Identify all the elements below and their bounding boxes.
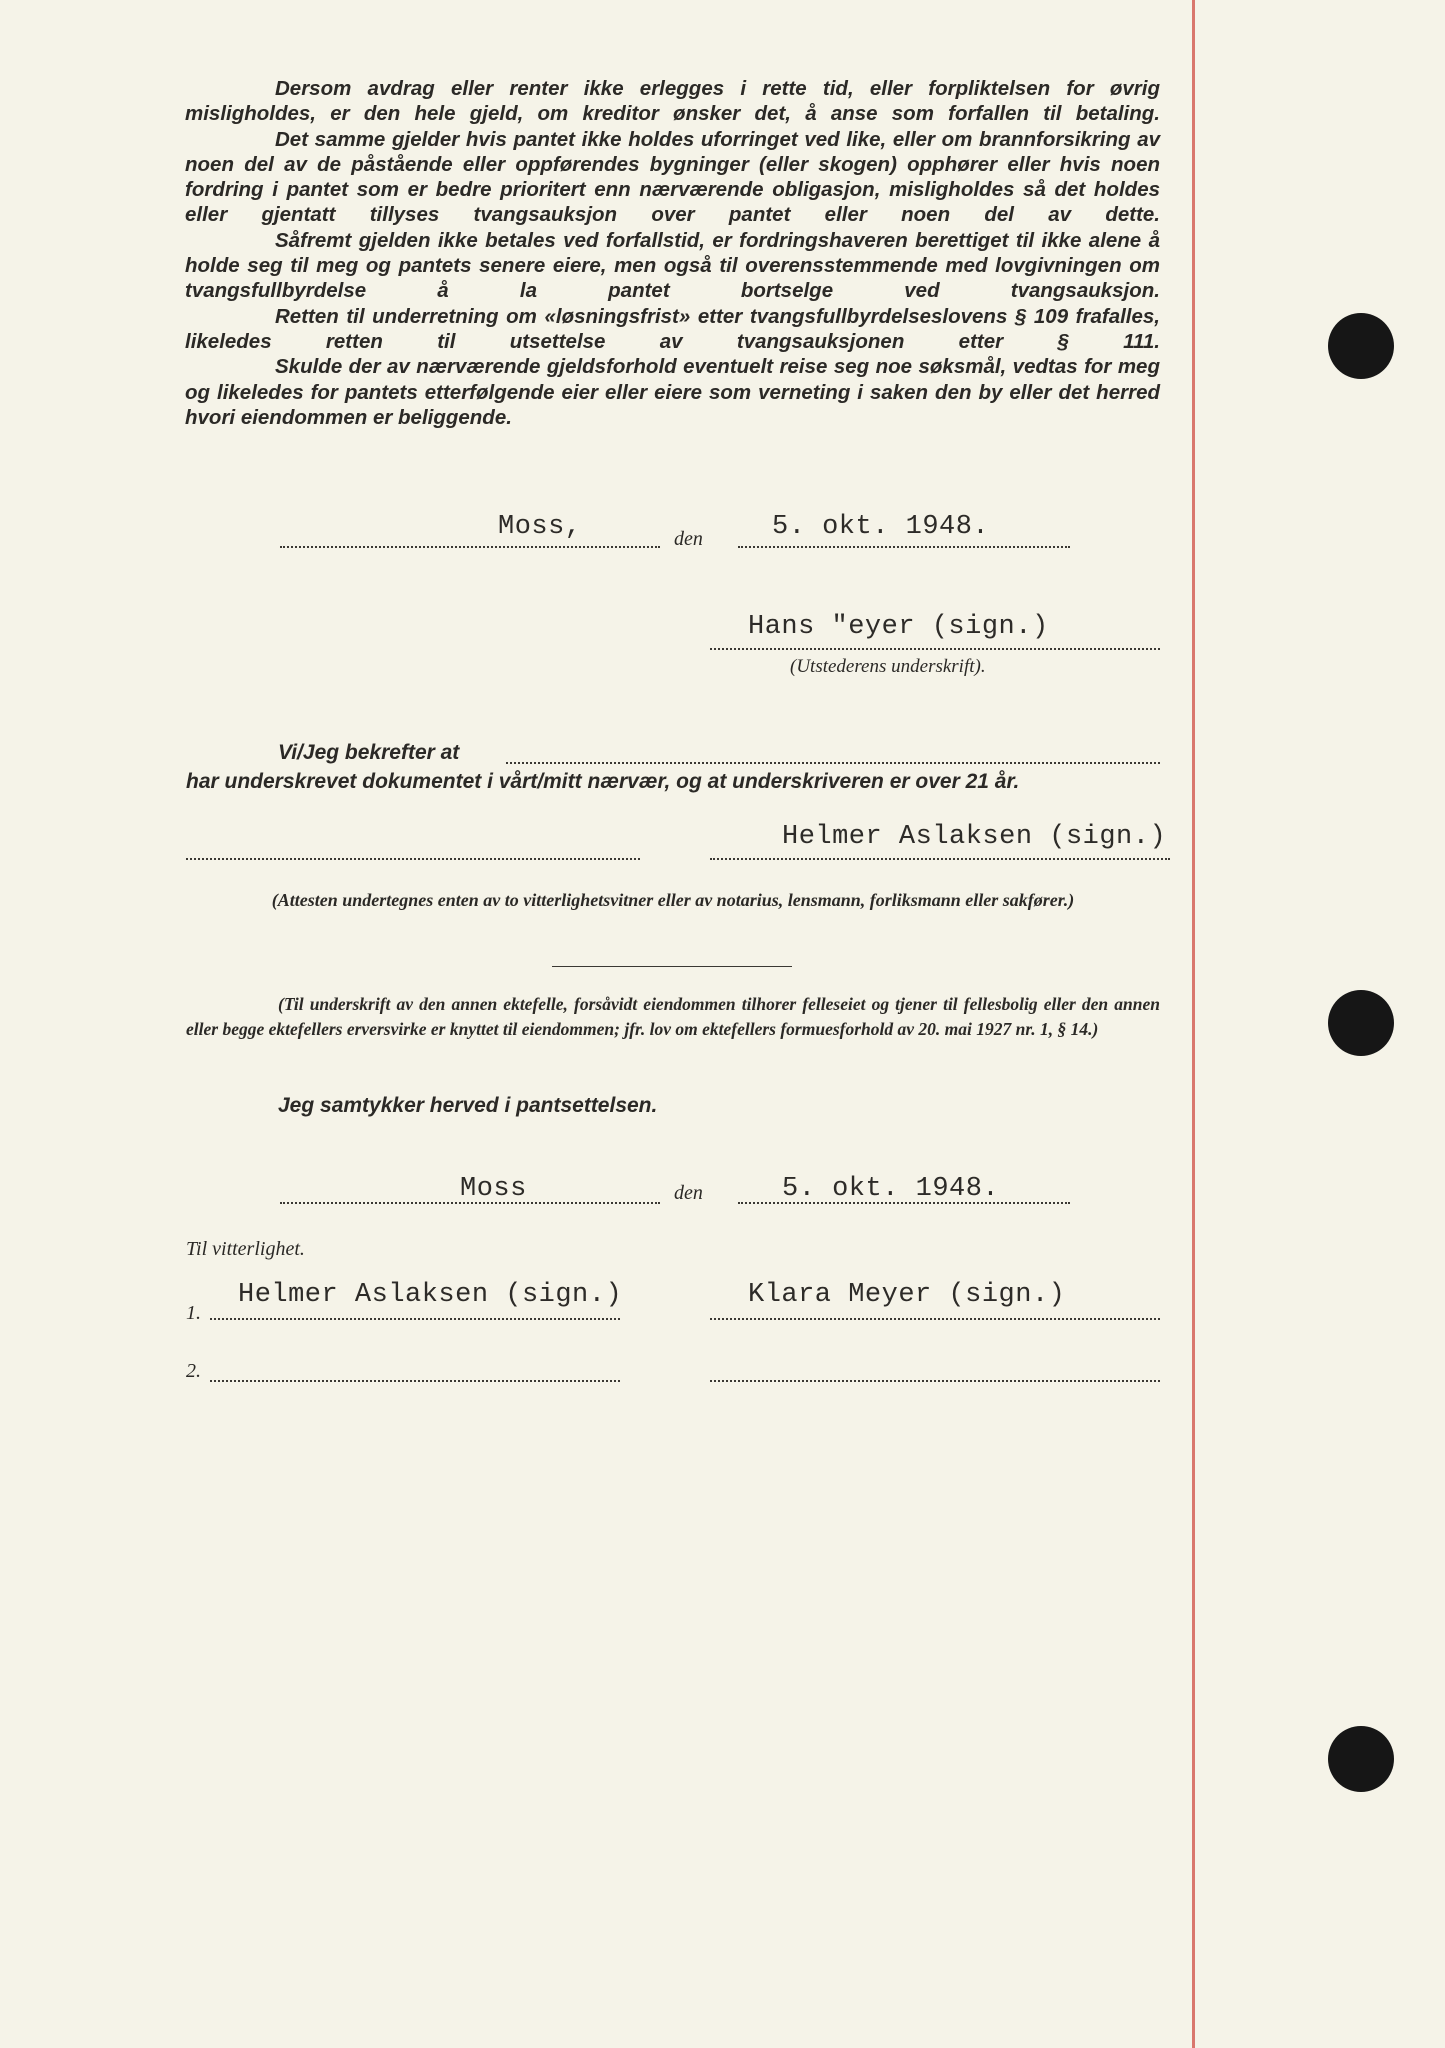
witness-1-dotted-line	[210, 1318, 620, 1320]
divider	[552, 966, 792, 967]
attestation-prefix: Vi/Jeg bekrefter at	[278, 741, 460, 764]
spouse-2-dotted-line	[710, 1380, 1160, 1382]
punch-hole	[1328, 990, 1394, 1056]
attestation-signature: Helmer Aslaksen (sign.)	[782, 822, 1167, 852]
spouse-dotted-line	[710, 1318, 1160, 1320]
terms-paragraph: Såfremt gjelden ikke betales ved forfallstid, er fordringshaveren berettiget til ikke alene å holde seg til meg og pantets senere eiere, men også til overensstemmende med lovgivningen om tvangsfullbyrdelse å la pantet bortselge ved tvangsauksjon.	[185, 228, 1160, 303]
attestation-note: (Attesten undertegnes enten av to vitterlighetsvitner eller av notarius, lensmann, forliksmann eller sakfører.)	[271, 890, 1075, 910]
terms-block	[185, 76, 1160, 430]
place-dotted-line	[280, 546, 660, 548]
witness-1-signature: Helmer Aslaksen (sign.)	[238, 1280, 623, 1310]
attestation-text: har underskrevet dokumentet i vårt/mitt nærvær, og at underskriveren er over 21 år.	[186, 770, 1020, 793]
issuer-place: Moss,	[498, 512, 582, 542]
spouse-date: 5. okt. 1948.	[782, 1174, 1000, 1204]
attestation-left-dotted-line	[186, 858, 640, 860]
punch-hole	[1328, 313, 1394, 379]
attestation-right-dotted-line	[710, 858, 1170, 860]
punch-hole	[1328, 1726, 1394, 1792]
consent-text: Jeg samtykker herved i pantsettelsen.	[278, 1094, 658, 1117]
witness-2-dotted-line	[210, 1380, 620, 1382]
issuer-date: 5. okt. 1948.	[772, 512, 990, 542]
witness-label: Til vitterlighet.	[186, 1238, 305, 1260]
spouse-place: Moss	[460, 1174, 527, 1204]
attestation-dotted-line	[506, 762, 1160, 764]
spouse-note: (Til underskrift av den annen ektefelle, forsåvidt eiendommen tilhorer felleseiet og tjener til fellesbolig eller den annen eller begge ektefellers erversvirke er knyttet til eiendommen; jfr. lov om ektefellers formuesforhold av 20. mai 1927 nr. 1, § 14.)	[186, 994, 1160, 1039]
spouse-signature: Klara Meyer (sign.)	[748, 1280, 1066, 1310]
terms-paragraph: Retten til underretning om «løsningsfrist» etter tvangsfullbyrdelseslovens § 109 frafalles, likeledes retten til utsettelse av tvangsauksjonen etter § 111.	[185, 304, 1160, 353]
red-margin-line	[1192, 0, 1195, 2048]
witness-2-number: 2.	[186, 1360, 201, 1382]
den-label: den	[674, 528, 703, 550]
signature-caption: (Utstederens underskrift).	[790, 656, 986, 677]
witness-1-number: 1.	[186, 1302, 201, 1324]
spouse-den-label: den	[674, 1182, 703, 1204]
terms-paragraph: Det samme gjelder hvis pantet ikke holdes uforringet ved like, eller om brannforsikring av noen del av de påstående eller oppførendes bygninger (eller skogen) opphører eller hvis noen fordring i pantet som er bedre prioritert enn nærværende obligasjon, misligholdes så det holdes eller gjentatt tillyses tvangsauksjon over pantet eller noen del av dette.	[185, 127, 1160, 227]
terms-paragraph: Skulde der av nærværende gjeldsforhold eventuelt reise seg noe søksmål, vedtas for meg og likeledes for pantets etterfølgende eier eller eiere som verneting i saken den by eller det herred hvori eiendommen er beliggende.	[185, 355, 1160, 429]
terms-paragraph: Dersom avdrag eller renter ikke erlegges i rette tid, eller forpliktelsen for øvrig misligholdes, er den hele gjeld, om kreditor ønsker det, å anse som forfallen til betaling.	[185, 77, 1160, 126]
issuer-signature: Hans ″eyer (sign.)	[748, 612, 1049, 642]
signature-dotted-line	[710, 648, 1160, 650]
date-dotted-line	[738, 546, 1070, 548]
